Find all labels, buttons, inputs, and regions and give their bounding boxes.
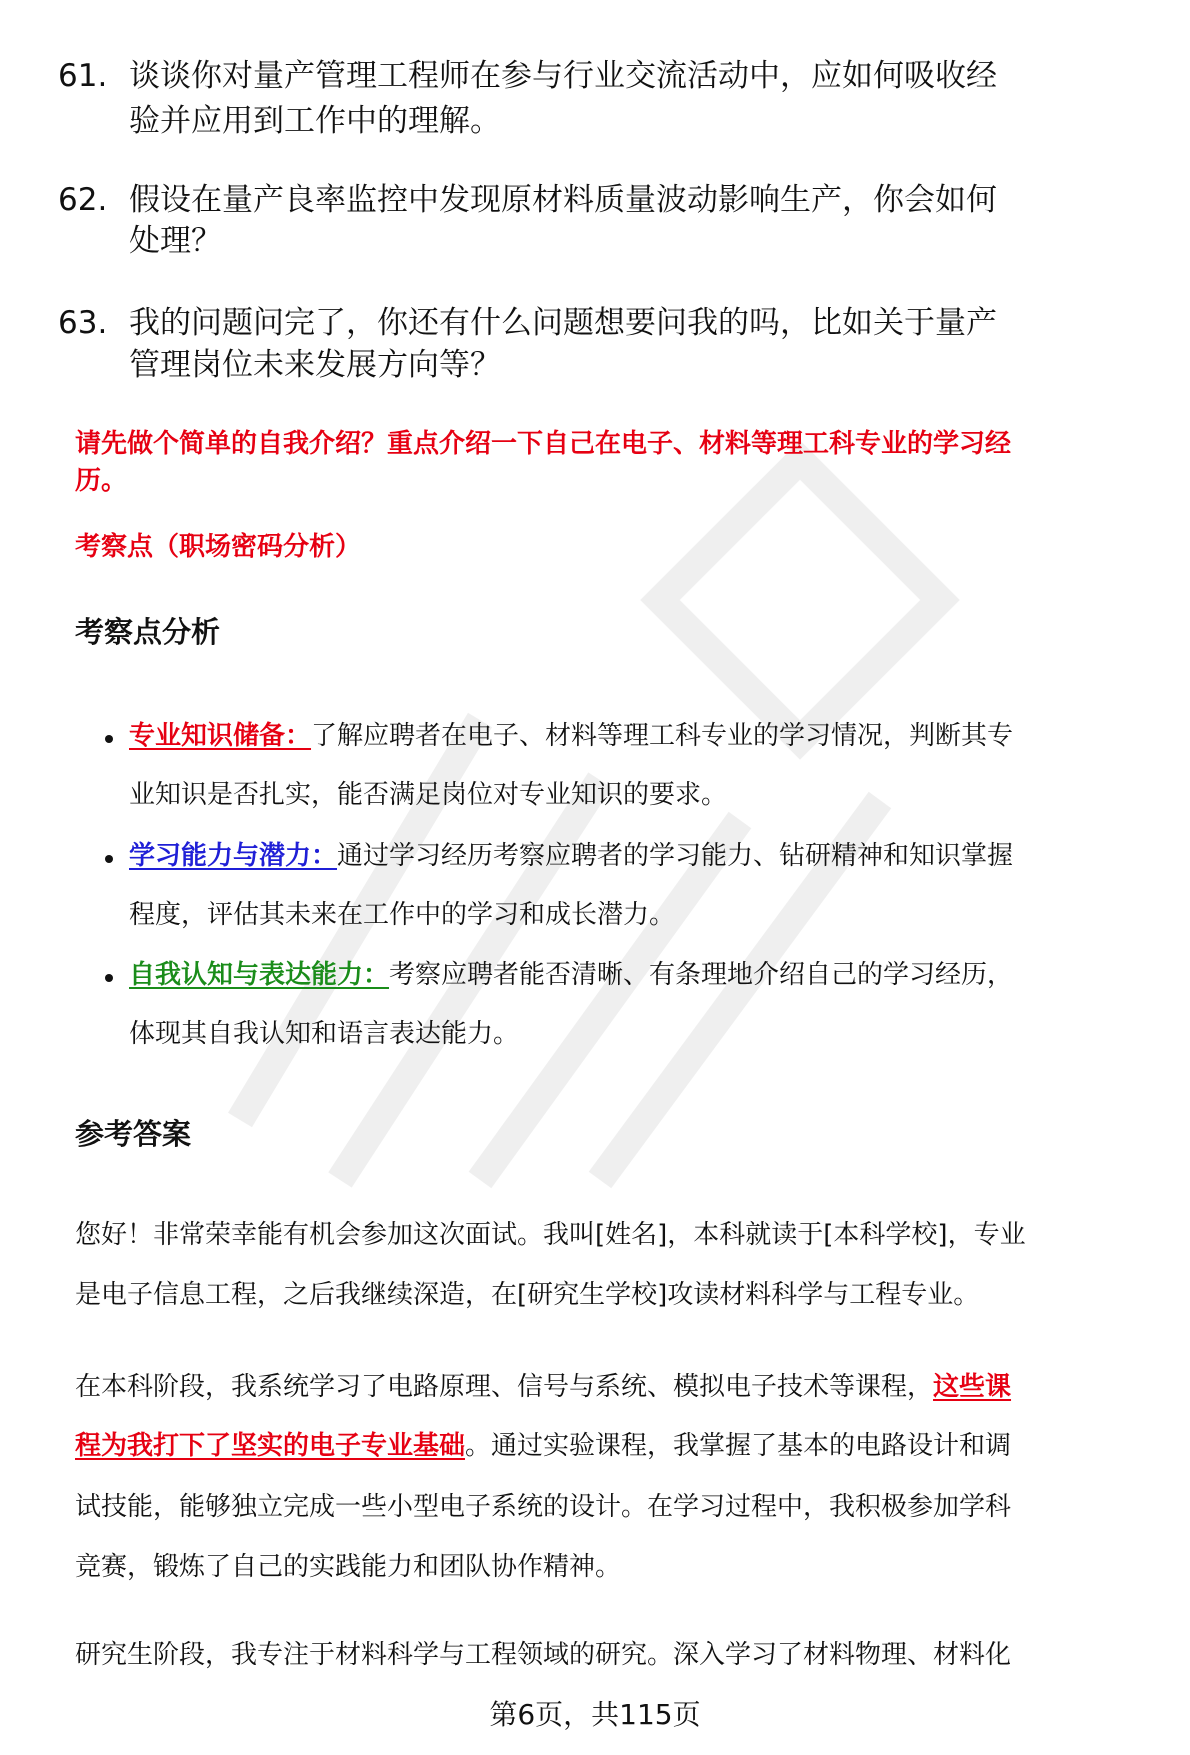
question-number: 63. [58,305,108,341]
answer-paragraph: 竞赛，锻炼了自己的实践能力和团队协作精神。 [75,1552,622,1582]
answer-title: 参考答案 [75,1117,192,1151]
answer-paragraph [75,1370,1011,1404]
bullet-icon [105,735,113,743]
page-footer: 第6页，共115页 [489,1698,701,1731]
answer-paragraph: 研究生阶段，我专注于材料科学与工程领域的研究。深入学习了材料物理、材料化 [75,1640,1012,1670]
bullet-item [129,958,1013,992]
answer-paragraph: 试技能，能够独立完成一些小型电子系统的设计。在学习过程中，我积极参加学科 [75,1492,1012,1522]
bullet-text: 考察应聘者能否清晰、有条理地介绍自己的学习经历， [389,960,1014,990]
question-number: 61. [58,58,108,94]
bullet-text: 业知识是否扎实，能否满足岗位对专业知识的要求。 [129,780,728,810]
bullet-item [129,719,1013,753]
answer-text: 。通过实验课程，我掌握了基本的电路设计和调 [465,1431,1012,1461]
question-number: 62. [58,182,108,218]
examine-label: 考察点（职场密码分析） [75,532,362,562]
answer-paragraph [75,1429,1011,1463]
bullet-text: 了解应聘者在电子、材料等理工科专业的学习情况，判断其专 [311,721,1014,751]
analysis-title: 考察点分析 [75,615,221,649]
question-text: 验并应用到工作中的理解。 [129,103,501,139]
bullet-item [129,839,1013,873]
current-question: 历。 [75,466,128,496]
bullet-icon [105,855,113,863]
question-text: 假设在量产良率监控中发现原材料质量波动影响生产，你会如何 [129,182,997,218]
answer-paragraph: 您好！非常荣幸能有机会参加这次面试。我叫[姓名]，本科就读于[本科学校]，专业 [75,1220,1026,1250]
question-text: 我的问题问完了，你还有什么问题想要问我的吗，比如关于量产 [129,305,997,341]
question-text: 谈谈你对量产管理工程师在参与行业交流活动中，应如何吸收经 [129,58,997,94]
highlight-text: 这些课 [933,1372,1012,1402]
bullet-text: 程度，评估其未来在工作中的学习和成长潜力。 [129,900,676,930]
bullet-keyword: 学习能力与潜力： [129,841,338,871]
bullet-keyword: 专业知识储备： [129,721,312,751]
bullet-text: 通过学习经历考察应聘者的学习能力、钻研精神和知识掌握 [337,841,1014,871]
answer-paragraph: 是电子信息工程，之后我继续深造，在[研究生学校]攻读材料科学与工程专业。 [75,1280,980,1310]
question-text: 处理？ [129,223,222,259]
bullet-icon [105,974,113,982]
question-text: 管理岗位未来发展方向等？ [129,347,501,383]
highlight-text: 程为我打下了坚实的电子专业基础 [75,1431,466,1461]
answer-text: 在本科阶段，我系统学习了电路原理、信号与系统、模拟电子技术等课程， [75,1372,934,1402]
current-question: 请先做个简单的自我介绍？重点介绍一下自己在电子、材料等理工科专业的学习经 [75,429,1012,459]
bullet-text: 体现其自我认知和语言表达能力。 [129,1019,520,1049]
bullet-keyword: 自我认知与表达能力： [129,960,390,990]
